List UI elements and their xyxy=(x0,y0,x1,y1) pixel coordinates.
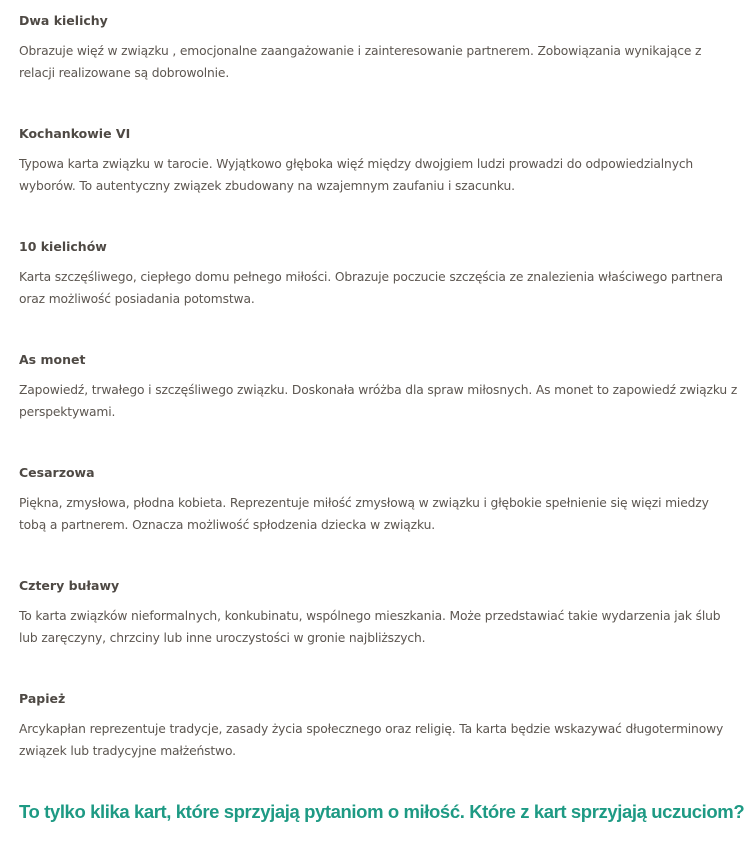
card-description: Arcykapłan reprezentuje tradycje, zasady życia społecznego oraz religię. Ta karta będzie wskazywać długoterminowy związek lub tradycyjne małżeństwo. xyxy=(19,722,724,758)
card-description: Zapowiedź, trwałego i szczęśliwego związku. Doskonała wróżba dla spraw miłosnych. As monet to zapowiedź związku z perspektywami. xyxy=(19,383,738,419)
card-title: Cztery buławy xyxy=(19,578,120,593)
card-title: Papież xyxy=(19,691,66,706)
card-description: To karta związków nieformalnych, konkubinatu, wspólnego mieszkania. Może przedstawiać takie wydarzenia jak ślub lub zaręczyny, chrzciny lub inne uroczystości w gronie najbliższych. xyxy=(19,609,721,645)
card-title: Dwa kielichy xyxy=(19,13,108,28)
card-section-papiez xyxy=(19,689,738,762)
card-section-cesarzowa xyxy=(19,463,738,536)
card-section-10-kielichow xyxy=(19,237,738,310)
card-title: As monet xyxy=(19,352,86,367)
card-description: Karta szczęśliwego, ciepłego domu pełnego miłości. Obrazuje poczucie szczęścia ze znalezienia właściwego partnera oraz możliwość posiadania potomstwa. xyxy=(19,270,723,306)
card-description: Piękna, zmysłowa, płodna kobieta. Reprezentuje miłość zmysłową w związku i głębokie spełnienie się więzi miedzy tobą a partnerem. Oznacza możliwość spłodzenia dziecka w związku. xyxy=(19,496,709,532)
card-description: Typowa karta związku w tarocie. Wyjątkowo głęboka więź między dwojgiem ludzi prowadzi do odpowiedzialnych wyborów. To autentyczny związek zbudowany na wzajemnym zaufaniu i szacunku. xyxy=(19,157,694,193)
card-title: 10 kielichów xyxy=(19,239,107,254)
card-section-cztery-bulawy xyxy=(19,576,738,649)
card-title: Kochankowie VI xyxy=(19,126,131,141)
card-description: Obrazuje więź w związku , emocjonalne zaangażowanie i zainteresowanie partnerem. Zobowiązania wynikające z relacji realizowane są dobrowolnie. xyxy=(19,44,702,80)
card-section-kochankowie xyxy=(19,124,738,197)
card-section-as-monet xyxy=(19,350,738,423)
card-section-dwa-kielichy xyxy=(19,11,738,84)
card-title: Cesarzowa xyxy=(19,465,95,480)
closing-heading: To tylko klika kart, które sprzyjają pytaniom o miłość. Które z kart sprzyjają uczuciom? xyxy=(19,801,745,822)
